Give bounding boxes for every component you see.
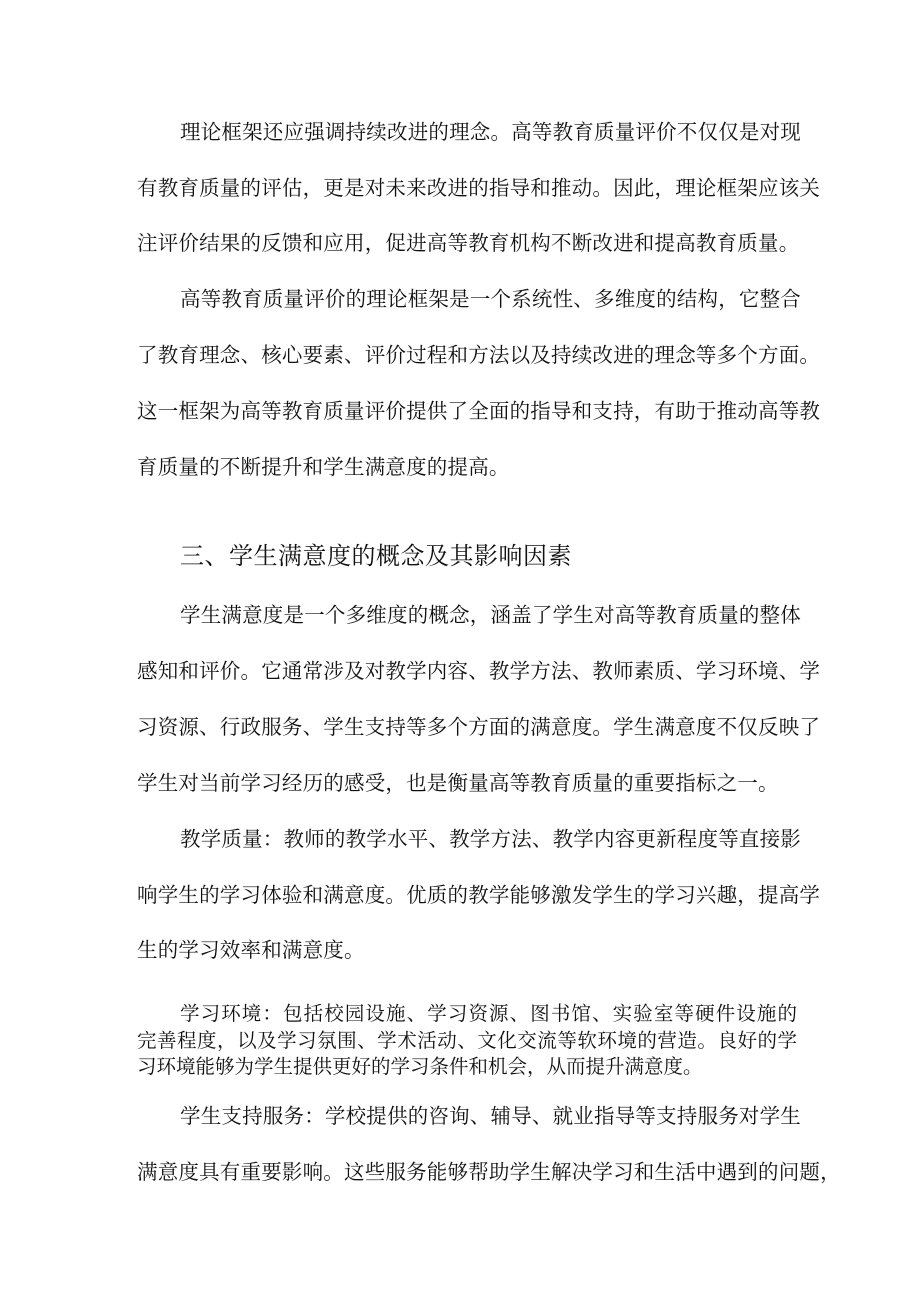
section-paragraph-1-line-2: 感知和评价。它通常涉及对教学内容、教学方法、教师素质、学习环境、学 (137, 659, 821, 683)
section-paragraph-4-line-2: 满意度具有重要影响。这些服务能够帮助学生解决学习和生活中遇到的问题， (137, 1160, 841, 1184)
section-paragraph-2-line-2: 响学生的学习体验和满意度。优质的教学能够激发学生的学习兴趣，提高学 (137, 883, 821, 907)
section-paragraph-1-line-3: 习资源、行政服务、学生支持等多个方面的满意度。学生满意度不仅反映了 (137, 715, 821, 739)
section-heading: 三、学生满意度的概念及其影响因素 (180, 542, 572, 570)
section-paragraph-2-line-1: 教学质量：教师的教学水平、教学方法、教学内容更新程度等直接影 (180, 827, 801, 851)
section-paragraph-3-line-3: 习环境能够为学生提供更好的学习条件和机会，从而提升满意度。 (137, 1055, 703, 1078)
section-paragraph-3-line-2: 完善程度，以及学习氛围、学术活动、文化交流等软环境的营造。良好的学 (137, 1029, 797, 1052)
paragraph-1-line-2: 有教育质量的评估，更是对未来改进的指导和推动。因此，理论框架应该关 (137, 176, 821, 200)
section-paragraph-3-line-1: 学习环境：包括校园设施、学习资源、图书馆、实验室等硬件设施的 (180, 1002, 797, 1025)
section-paragraph-1-line-1: 学生满意度是一个多维度的概念，涵盖了学生对高等教育质量的整体 (180, 603, 801, 627)
section-paragraph-1-line-4: 学生对当前学习经历的感受，也是衡量高等教育质量的重要指标之一。 (137, 771, 779, 795)
section-paragraph-4-line-1: 学生支持服务：学校提供的咨询、辅导、就业指导等支持服务对学生 (180, 1104, 801, 1128)
paragraph-1-line-3: 注评价结果的反馈和应用，促进高等教育机构不断改进和提高教育质量。 (137, 231, 800, 255)
paragraph-2-line-2: 了教育理念、核心要素、评价过程和方法以及持续改进的理念等多个方面。 (137, 343, 821, 367)
section-paragraph-2-line-3: 生的学习效率和满意度。 (137, 938, 365, 962)
paragraph-1-line-1: 理论框架还应强调持续改进的理念。高等教育质量评价不仅仅是对现 (180, 120, 801, 144)
paragraph-2-line-4: 育质量的不断提升和学生满意度的提高。 (137, 455, 510, 479)
paragraph-2-line-3: 这一框架为高等教育质量评价提供了全面的指导和支持，有助于推动高等教 (137, 399, 821, 423)
paragraph-2-line-1: 高等教育质量评价的理论框架是一个系统性、多维度的结构，它整合 (180, 287, 801, 311)
